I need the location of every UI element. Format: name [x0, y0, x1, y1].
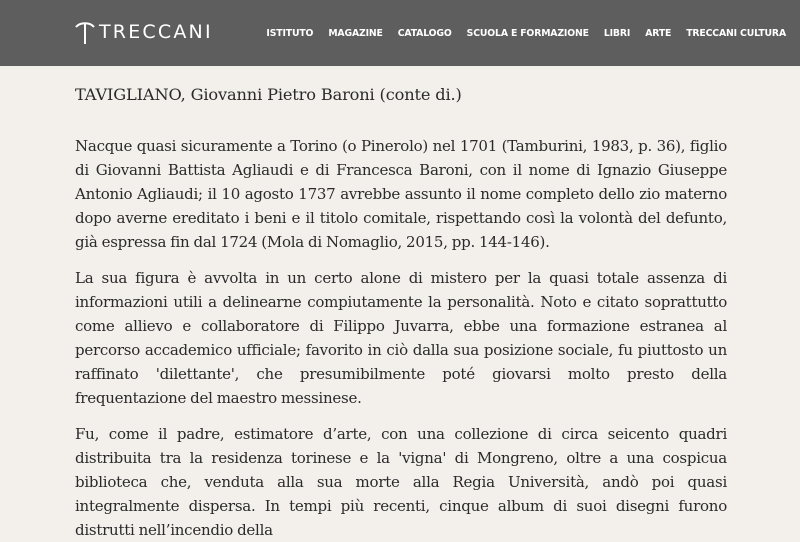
- logo-text: TRECCANI: [99, 21, 213, 43]
- treccani-mark-icon: [74, 19, 96, 45]
- main-nav: [251, 0, 786, 66]
- nav-item-magazine[interactable]: MAGAZINE: [328, 27, 383, 39]
- article-title: TAVIGLIANO, Giovanni Pietro Baroni (conte di.): [75, 85, 462, 104]
- article-paragraph: Nacque quasi sicuramente a Torino (o Pinerolo) nel 1701 (Tamburini, 1983, p. 36), figlio di Giovanni Battista Agliaudi e di Francesca Baroni, con il nome di Ignazio Giuseppe Antonio Agliaudi; il 10 agosto 1737 avrebbe assunto il nome completo dello zio materno dopo averne ereditato i beni e il titolo comitale, rispettando così la volontà del defunto, già espressa fin dal 1724 (Mola di Nomaglio, 2015, pp. 144-146).: [75, 137, 727, 251]
- nav-item-arte[interactable]: ARTE: [645, 27, 672, 39]
- article-paragraph: La sua figura è avvolta in un certo alone di mistero per la quasi totale assenza di informazioni utili a delinearne compiutamente la personalità. Noto e citato soprattutto come allievo e collaboratore di Filippo Juvarra, ebbe una formazione estranea al percorso accademico ufficiale; favorito in ciò dalla sua posizione sociale, fu piuttosto un raffinato 'dilettante', che presumibilmente poté giovarsi molto presto della frequentazione del maestro messinese.: [75, 269, 727, 407]
- nav-item-treccani-cultura[interactable]: TRECCANI CULTURA: [686, 27, 786, 39]
- nav-item-istituto[interactable]: ISTITUTO: [266, 27, 314, 39]
- treccani-logo[interactable]: [74, 17, 213, 47]
- nav-item-libri[interactable]: LIBRI: [603, 27, 631, 39]
- article-paragraph: Fu, come il padre, estimatore d’arte, con una collezione di circa seicento quadri distribuita tra la residenza torinese e la 'vigna' di Mongreno, oltre a una cospicua biblioteca che, venduta alla sua morte alla Regia Università, andò poi quasi integralmente dispersa. In tempi più recenti, cinque album di suoi disegni furono distrutti nell’incendio della: [75, 425, 727, 539]
- nav-item-scuola-e-formazione[interactable]: SCUOLA E FORMAZIONE: [466, 27, 589, 39]
- nav-item-catalogo[interactable]: CATALOGO: [397, 27, 452, 39]
- top-navbar: [0, 0, 800, 66]
- article-body: [75, 66, 727, 542]
